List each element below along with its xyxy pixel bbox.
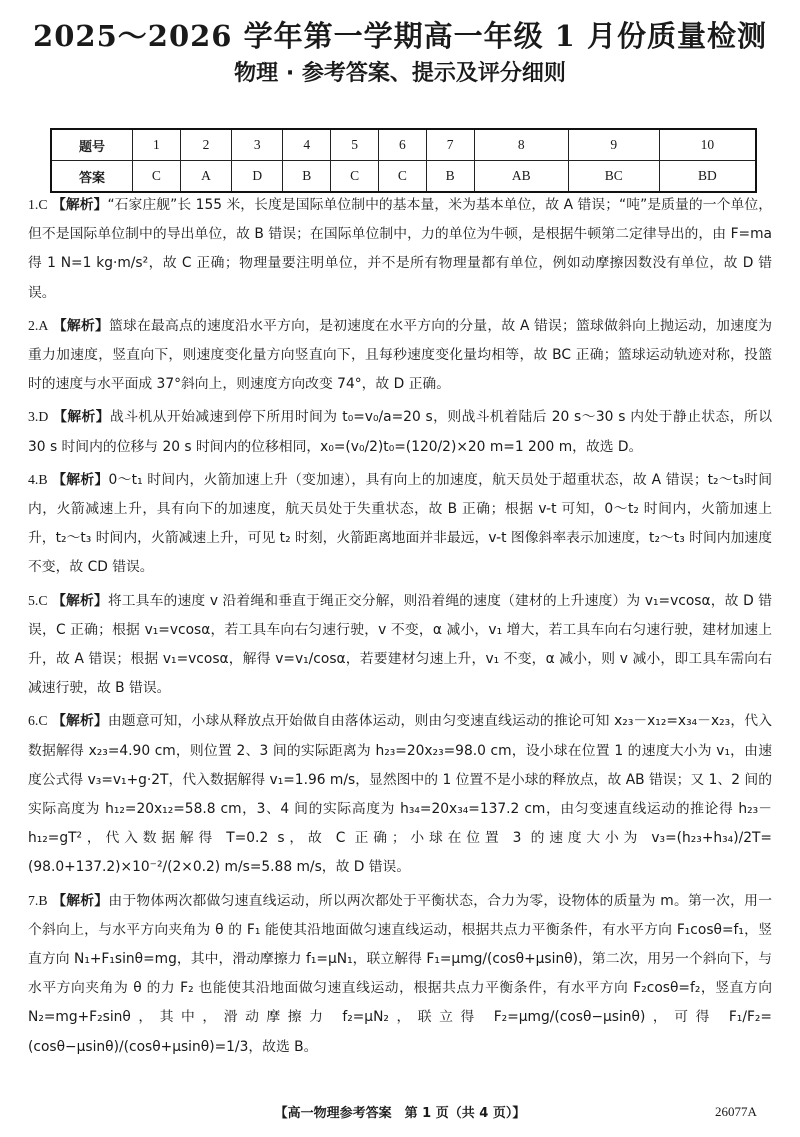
analysis-tag: 【解析】: [53, 409, 110, 426]
explanation-text: 战斗机从开始减速到停下所用时间为 t₀=v₀/a=20 s，则战斗机着陆后 20 s～30 s 内处于静止状态，所以 30 s 时间内的位移与 20 s 时间内的位移相同，x₀=(v₀/2)t₀=(120/2)×20 m=1 200 m，故选 D。: [28, 409, 772, 455]
analysis-tag: 【解析】: [52, 317, 109, 334]
analysis-tag: 【解析】: [52, 592, 108, 609]
row-label-answer: 答案: [51, 161, 133, 193]
question-label: 5.C: [28, 592, 48, 608]
answer-cell: BD: [659, 161, 756, 193]
answer-table: [50, 128, 757, 193]
analysis-tag: 【解析】: [52, 892, 109, 909]
answer-cell: BC: [568, 161, 659, 193]
question-number: 8: [474, 129, 568, 161]
question-label: 1.C: [28, 197, 48, 212]
answer-cell: D: [232, 161, 283, 193]
question-label: 7.B: [28, 892, 48, 908]
analysis-tag: 【解析】: [52, 713, 108, 730]
analysis-tag: 【解析】: [52, 471, 109, 488]
explanations: [28, 190, 772, 1065]
explanation-text: 篮球在最高点的速度沿水平方向，是初速度在水平方向的分量，故 A 错误；篮球做斜向上抛运动，加速度为重力加速度，竖直向下，则速度变化量方向竖直向下，且每秒速度变化量均相等，故 BC 正确；篮球运动轨迹对称，投篮时的速度与水平面成 37°斜向上，则速度方向改变 74°，故 D 正确。: [28, 317, 773, 393]
explanation-text: “石家庄舰”长 155 米，长度是国际单位制中的基本量，米为基本单位，故 A 错误；“吨”是质量的一个单位，但不是国际单位制中的导出单位，故 B 错误；在国际单位制中，力的单位为牛顿，是根据牛顿第二定律导出的，由 F=ma 得 1 N=1 kg·m/s²，故 C 正确；物理量要注明单位，并不是所有物理量都有单位，例如动摩擦因数没有单位，故 D 错误。: [28, 197, 772, 301]
question-label: 3.D: [28, 409, 49, 425]
explanation-item: [28, 311, 772, 400]
explanation-text: 0～t₁ 时间内，火箭加速上升（变加速），具有向上的加速度，航天员处于超重状态，故 A 错误；t₂～t₃时间内，火箭减速上升，具有向下的加速度，航天员处于失重状态，故 B 正确；根据 v-t 可知，0～t₂ 时间内，火箭加速上升，t₂～t₃ 时间内，火箭减速上升，可见 t₂ 时刻，火箭距离地面并非最远，v-t 图像斜率表示加速度，t₂～t₃ 时间内加速度不变，故 CD 错误。: [28, 471, 773, 576]
page-footer: 【高一物理参考答案 第 1 页（共 4 页）】: [274, 1106, 526, 1121]
page-subtitle: 物理 · 参考答案、提示及评分细则: [234, 61, 566, 86]
explanation-item: [28, 402, 772, 461]
answer-cell: C: [378, 161, 426, 193]
answer-cell: AB: [474, 161, 568, 193]
table-row: [51, 161, 756, 193]
answer-cell: A: [180, 161, 231, 193]
answer-cell: B: [283, 161, 331, 193]
question-number: 4: [283, 129, 331, 161]
question-number: 6: [378, 129, 426, 161]
explanation-item: [28, 190, 772, 308]
table-row: [51, 129, 756, 161]
row-label-number: 题号: [51, 129, 133, 161]
question-label: 2.A: [28, 317, 49, 333]
question-number: 3: [232, 129, 283, 161]
document-code: 26077A: [715, 1104, 757, 1119]
question-number: 10: [659, 129, 756, 161]
explanation-item: [28, 886, 772, 1062]
answer-cell: C: [133, 161, 181, 193]
explanation-item: [28, 465, 772, 583]
page-title: 2025～2026 学年第一学期高一年级 1 月份质量检测: [33, 19, 767, 53]
explanation-text: 将工具车的速度 v 沿着绳和垂直于绳正交分解，则沿着绳的速度（建材的上升速度）为 v₁=vcosα，故 D 错误，C 正确；根据 v₁=vcosα，若工具车向右匀速行驶，v 不变，α 减小，v₁ 增大，若工具车向右匀速行驶，建材加速上升，故 A 错误；根据 v₁=vcosα，解得 v=v₁/cosα，若要建材匀速上升，v₁ 不变，α 减小，则 v 减小，即工具车需向右减速行驶，故 B 错误。: [28, 592, 773, 697]
question-number: 7: [426, 129, 474, 161]
question-number: 9: [568, 129, 659, 161]
explanation-text: 由于物体两次都做匀速直线运动，所以两次都处于平衡状态，合力为零，设物体的质量为 m。第一次，用一个斜向上，与水平方向夹角为 θ 的 F₁ 能使其沿地面做匀速直线运动，根据共点力平衡条件，有水平方向 F₁cosθ=f₁，竖直方向 N₁+F₁sinθ=mg，其中，滑动摩擦力 f₁=μN₁，联立解得 F₁=μmg/(cosθ+μsinθ)，第二次，用另一个斜向下，与水平方向夹角为 θ 的力 F₂ 也能使其沿地面做匀速直线运动，根据共点力平衡条件，有水平方向 F₂cosθ=f₂，竖直方向 N₂=mg+F₂sinθ，其中，滑动摩擦力 f₂=μN₂，联立得 F₂=μmg/(cosθ−μsinθ)，可得 F₁/F₂=(cosθ−μsinθ)/(cosθ+μsinθ)=1/3，故选 B。: [28, 892, 772, 1055]
analysis-tag: 【解析】: [52, 197, 108, 213]
question-number: 1: [133, 129, 181, 161]
answer-cell: C: [331, 161, 379, 193]
question-label: 6.C: [28, 713, 48, 729]
explanation-item: [28, 586, 772, 704]
explanation-text: 由题意可知，小球从释放点开始做自由落体运动，则由匀变速直线运动的推论可知 x₂₃－x₁₂=x₃₄－x₂₃，代入数据解得 x₂₃=4.90 cm，则位置 2、3 间的实际距离为 h₂₃=20x₂₃=98.0 cm，设小球在位置 1 的速度大小为 v₁，由速度公式得 v₃=v₁+g·2T，代入数据解得 v₁=1.96 m/s，显然图中的 1 位置不是小球的释放点，故 AB 错误；又 1、2 间的实际高度为 h₁₂=20x₁₂=58.8 cm，3、4 间的实际高度为 h₃₄=20x₃₄=137.2 cm，由匀变速直线运动的推论得 h₂₃－h₁₂=gT²，代入数据解得 T=0.2 s，故 C 正确；小球在位置 3 的速度大小为 v₃=(h₂₃+h₃₄)/2T=(98.0+137.2)×10⁻²/(2×0.2) m/s=5.88 m/s，故 D 错误。: [28, 713, 772, 876]
question-number: 2: [180, 129, 231, 161]
question-label: 4.B: [28, 471, 48, 487]
explanation-item: [28, 706, 772, 882]
question-number: 5: [331, 129, 379, 161]
answer-cell: B: [426, 161, 474, 193]
